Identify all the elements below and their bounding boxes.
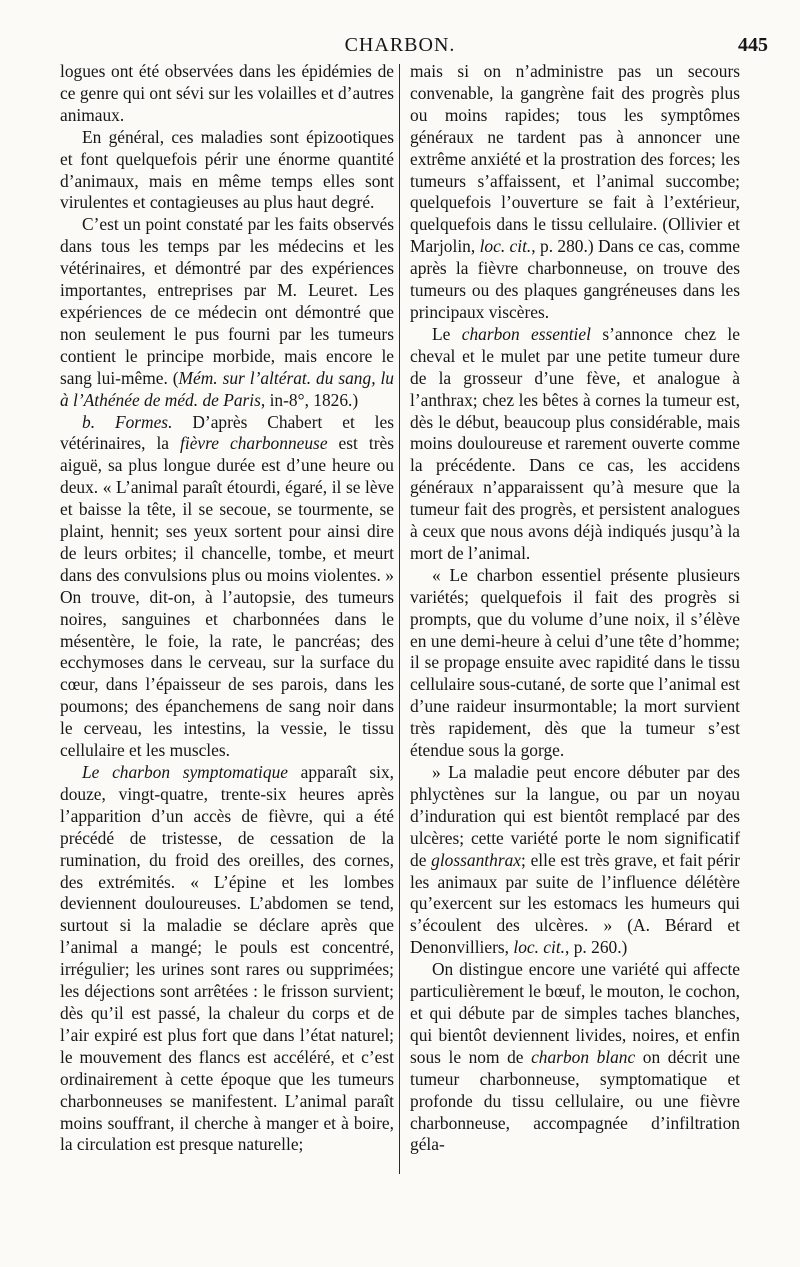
paragraph: » La maladie peut encore débuter par des phlyctènes sur la langue, ou par un noyau d’induration qui est bientôt remplacé par des ulcères; cette variété porte le nom significatif de glossanthrax; elle est très grave, et fait périr les animaux par suite de l’influence délétère qu’exercent sur les estomacs les humeurs qui s’écoulent des ulcères. » (A. Bérard et Denonvilliers, loc. cit., p. 260.) bbox=[410, 762, 740, 958]
paragraph: mais si on n’administre pas un secours convenable, la gangrène fait des progrès plus ou moins rapides; tous les symptômes généraux ne tardent pas à annoncer une extrême anxiété et la prostration des forces; les tumeurs s’affaissent, et l’animal succombe; quelquefois l’ouverture se fait à l’extérieur, quelquefois dans le tissu cellulaire. (Ollivier et Marjolin, loc. cit., p. 280.) Dans ce cas, comme après la fièvre charbonneuse, on trouve des tumeurs ou des plaques gangréneuses dans les principaux viscères. bbox=[410, 61, 741, 322]
paragraph: En général, ces maladies sont épizootiques et font quelquefois périr une énorme quantité d’animaux, mais en même temps elles sont virulentes et contagieuses au plus haut degré. bbox=[60, 126, 394, 213]
citation: loc. cit. bbox=[513, 937, 566, 958]
paragraph: Le charbon symptomatique apparaît six, douze, vingt-quatre, trente-six heures après l’apparition d’un accès de fièvre, qui a été précédé de tristesse, de cessation de la rumination, du froid des oreilles, des cornes, des extrémités. « L’épine et les lombes deviennent douloureuses. L’abdomen se tend, surtout si la maladie se déclare après que l’animal a mangé; le pouls est concentré, irrégulier; les urines sont rares ou supprimées; les déjections sont arrêtées : le frisson survient; dès qu’il est passé, la chaleur du corps et de l’air expiré est plus fort que dans l’état naturel; le mouvement des flancs est accéléré, et c’est ordinairement à cette époque que les tumeurs charbonneuses se manifestent. L’animal paraît moins souffrant, il cherche à manger et à boire, la circulation est presque naturelle; bbox=[60, 762, 394, 1155]
paragraph: logues ont été observées dans les épidémies de ce genre qui ont sévi sur les volailles et d’autres animaux. bbox=[60, 61, 394, 125]
column-rule bbox=[399, 64, 400, 1174]
term: fièvre charbonneuse bbox=[180, 433, 328, 454]
paragraph: « Le charbon essentiel présente plusieurs variétés; quelquefois il fait des progrès si prompts, que du volume d’une noix, il s’élève en une demi-heure à celui d’une tête d’homme; il se propage ensuite avec rapidité dans le tissu cellulaire sous-cutané, de sorte que l’animal est d’une raideur insurmontable; la mort survient très rapidement, dès que la tumeur s’est étendue sous la gorge. bbox=[410, 564, 740, 761]
right-column bbox=[410, 61, 740, 1156]
term: charbon essentiel bbox=[461, 323, 591, 344]
term: glossanthrax bbox=[431, 849, 522, 870]
left-column bbox=[60, 61, 394, 1156]
paragraph: On distingue encore une variété qui affecte particulièrement le bœuf, le mouton, le cochon, et qui débute par de simples taches blanches, qui bientôt deviennent livides, noires, et enfin sous le nom de charbon blanc on décrit une tumeur charbonneuse, symptomatique et profonde du tissu cellulaire, ou une fièvre charbonneuse, accompagnée d’infiltration géla- bbox=[410, 959, 741, 1155]
running-title: CHARBON. bbox=[344, 34, 456, 56]
section-label: b. Formes. bbox=[82, 411, 173, 432]
citation: loc. cit. bbox=[479, 236, 532, 257]
page-number: 445 bbox=[738, 34, 768, 56]
paragraph: Le charbon essentiel s’annonce chez le cheval et le mulet par une petite tumeur dure de la grosseur d’une fève, et analogue à l’anthrax; chez les bêtes à cornes la tumeur est, dès le début, beaucoup plus considérable, mais moins douloureuse et rarement ouverte comme la précédente. Dans ce cas, les accidens généraux n’apparaissent qu’à mesure que la tumeur fait des progrès, et persistent analogues à ceux que nous avons déjà indiqués jusqu’à la mort de l’animal. bbox=[410, 323, 740, 563]
paragraph: C’est un point constaté par les faits observés dans tous les temps par les médecins et les vétérinaires, et démontré par des expériences importantes, entreprises par M. Leuret. Les expériences de ce médecin ont démontré que non seulement le pus fourni par les tumeurs contient le principe morbide, mais encore le sang lui-même. (Mém. sur l’altérat. du sang, lu à l’Athénée de méd. de Paris, in-8°, 1826.) bbox=[60, 214, 394, 410]
citation: Mém. sur l’altérat. du sang, lu à l’Athénée de méd. de Paris bbox=[60, 367, 394, 410]
paragraph: b. Formes. D’après Chabert et les vétérinaires, la fièvre charbonneuse est très aiguë, sa plus longue durée est d’une heure ou deux. « L’animal paraît étourdi, égaré, il se lève et baisse la tête, il se secoue, se tourmente, se plaint, hennit; ses yeux sortent pour ainsi dire de leurs orbites; il chancelle, tombe, et meurt dans des convulsions plus ou moins violentes. » On trouve, dit-on, à l’autopsie, des tumeurs noires, sanguines et charbonnées dans le mésentère, le foie, la rate, le pancréas; des ecchymoses dans le cerveau, sur la surface du cœur, dans l’épaisseur de ses parois, dans les poumons; des épanchemens de sang noir dans le cerveau, les intestins, la vessie, le tissu cellulaire et les muscles. bbox=[60, 411, 395, 761]
term: Le charbon symptomatique bbox=[82, 762, 288, 782]
term: charbon blanc bbox=[531, 1046, 636, 1067]
